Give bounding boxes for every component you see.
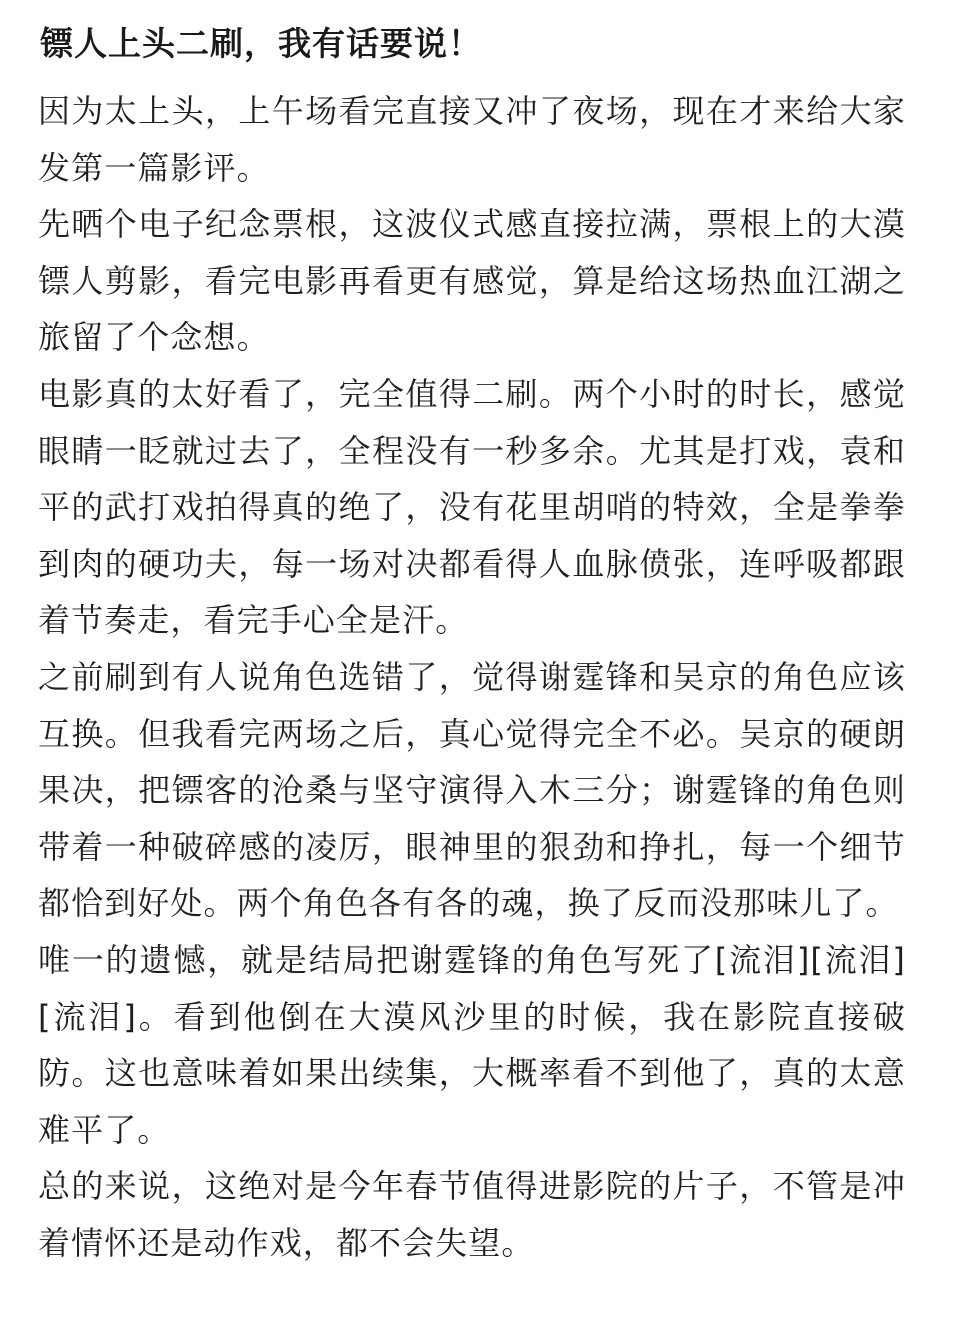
paragraph-4: 之前刷到有人说角色选错了，觉得谢霆锋和吴京的角色应该互换。但我看完两场之后，真心觉得完全不必。吴京的硬朗果决，把镖客的沧桑与坚守演得入木三分；谢霆锋的角色则带着一种破碎感的凌厉，眼神里的狠劲和挣扎，每一个细节都恰到好处。两个角色各有各的魂，换了反而没那味儿了。 (38, 657, 906, 923)
watermark-overlay (368, 1282, 590, 1318)
post-body (38, 83, 906, 1271)
paragraph-6: 总的来说，这绝对是今年春节值得进影院的片子，不管是冲着情怀还是动作戏，都不会失望。 (38, 1167, 906, 1262)
paragraph-2: 先晒个电子纪念票根，这波仪式感直接拉满，票根上的大漠镖人剪影，看完电影再看更有感觉，算是给这场热血江湖之旅留了个念想。 (38, 205, 906, 357)
paragraph-1: 因为太上头，上午场看完直接又冲了夜场，现在才来给大家发第一篇影评。 (38, 92, 906, 187)
paragraph-3: 电影真的太好看了，完全值得二刷。两个小时的时长，感觉眼睛一眨就过去了，全程没有一秒多余。尤其是打戏，袁和平的武打戏拍得真的绝了，没有花里胡哨的特效，全是拳拳到肉的硬功夫，每一场对决都看得人血脉偾张，连呼吸都跟着节奏走，看完手心全是汗。 (38, 374, 906, 640)
post-title: 镖人上头二刷，我有话要说！ (40, 24, 482, 63)
paragraph-5: 唯一的遗憾，就是结局把谢霆锋的角色写死了[流泪][流泪][流泪]。看到他倒在大漠风沙里的时候，我在影院直接破防。这也意味着如果出续集，大概率看不到他了，真的太意难平了。 (38, 940, 906, 1149)
